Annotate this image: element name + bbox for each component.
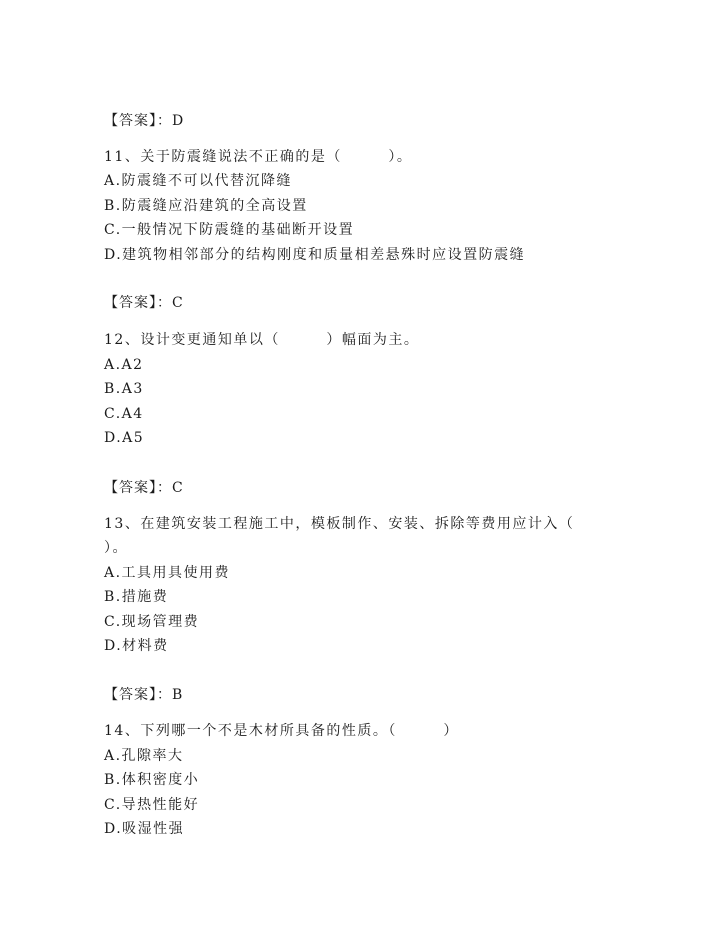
- question-13-option-d: D.材料费: [104, 638, 169, 654]
- question-14-option-b: B.体积密度小: [104, 772, 200, 788]
- question-13-stem-line1: 13、在建筑安装工程施工中，模板制作、安装、拆除等费用应计入（: [104, 516, 575, 532]
- question-11-option-d: D.建筑物相邻部分的结构刚度和质量相差悬殊时应设置防震缝: [104, 247, 526, 263]
- question-13-stem-line2: ）。: [104, 540, 128, 556]
- question-11-option-a: A.防震缝不可以代替沉降缝: [104, 173, 293, 189]
- question-12-option-b: B.A3: [104, 381, 144, 397]
- question-11-answer: 【答案】：C: [104, 295, 184, 311]
- question-12-answer: 【答案】：C: [104, 480, 184, 496]
- question-14-option-a: A.孔隙率大: [104, 748, 184, 764]
- question-13-option-b: B.措施费: [104, 589, 169, 605]
- question-14-option-c: C.导热性能好: [104, 797, 200, 813]
- question-13-option-c: C.现场管理费: [104, 614, 200, 630]
- question-14-option-d: D.吸湿性强: [104, 821, 185, 837]
- question-14-stem: 14、下列哪一个不是木材所具备的性质。（ ）: [104, 723, 459, 739]
- question-12-option-c: C.A4: [104, 406, 144, 422]
- question-12-option-a: A.A2: [104, 357, 144, 373]
- question-13-answer: 【答案】：B: [104, 687, 184, 703]
- question-11-option-c: C.一般情况下防震缝的基础断开设置: [104, 222, 355, 238]
- question-12-option-d: D.A5: [104, 430, 145, 446]
- question-13-option-a: A.工具用具使用费: [104, 565, 231, 581]
- question-11-stem: 11、关于防震缝说法不正确的是（ ）。: [104, 149, 413, 165]
- answer-prev: 【答案】：D: [104, 113, 185, 129]
- question-11-option-b: B.防震缝应沿建筑的全高设置: [104, 198, 308, 214]
- question-12-stem: 12、设计变更通知单以（ ）幅面为主。: [104, 332, 420, 348]
